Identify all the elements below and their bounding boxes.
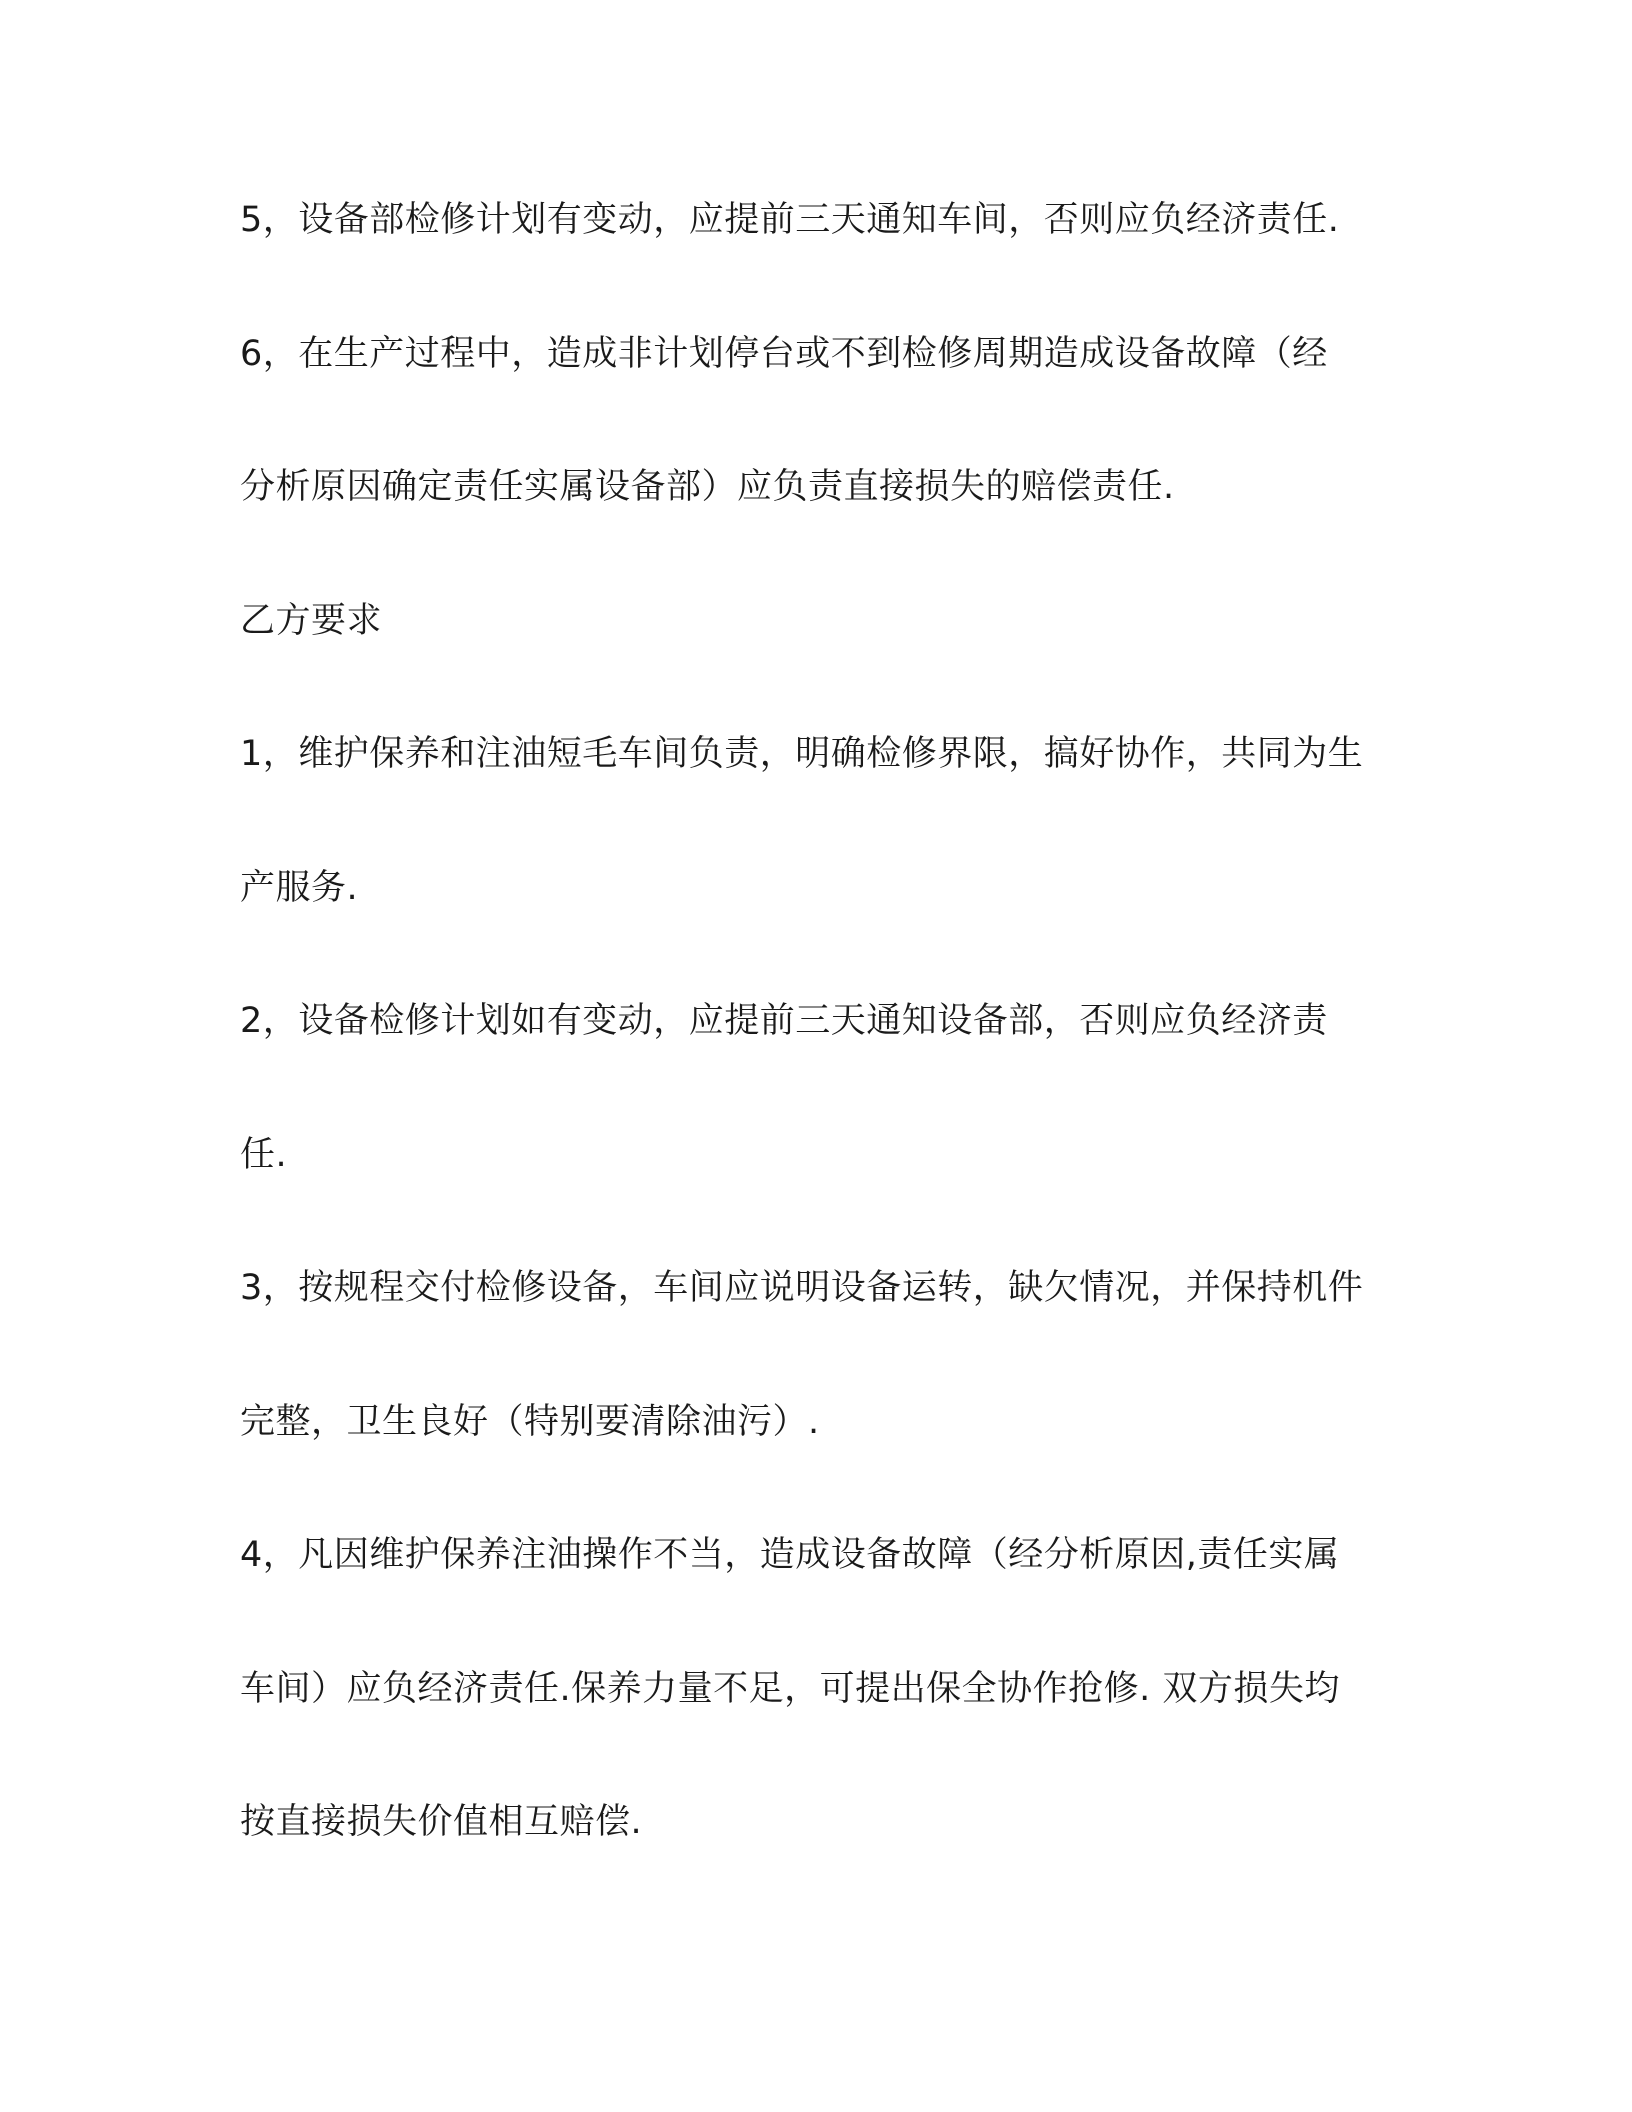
section-heading: 乙方要求 [240,601,383,641]
text-line: 产服务. [240,868,359,908]
text-line: 3，按规程交付检修设备，车间应说明设备运转，缺欠情况，并保持机件 [240,1268,1364,1308]
text-line: 1，维护保养和注油短毛车间负责，明确检修界限，搞好协作，共同为生 [240,734,1364,774]
text-line: 任. [240,1135,288,1175]
text-line: 按直接损失价值相互赔偿. [240,1802,643,1842]
text-line: 分析原因确定责任实属设备部）应负责直接损失的赔偿责任. [240,467,1175,507]
text-line: 4，凡因维护保养注油操作不当，造成设备故障（经分析原因,责任实属 [240,1535,1340,1575]
text-line: 2，设备检修计划如有变动，应提前三天通知设备部，否则应负经济责 [240,1001,1328,1041]
text-line: 完整，卫生良好（特别要清除油污）. [240,1402,820,1442]
text-line: 车间）应负经济责任.保养力量不足，可提出保全协作抢修. 双方损失均 [240,1669,1340,1709]
text-line: 6，在生产过程中，造成非计划停台或不到检修周期造成设备故障（经 [240,334,1328,374]
text-line: 5，设备部检修计划有变动，应提前三天通知车间，否则应负经济责任. [240,200,1340,240]
